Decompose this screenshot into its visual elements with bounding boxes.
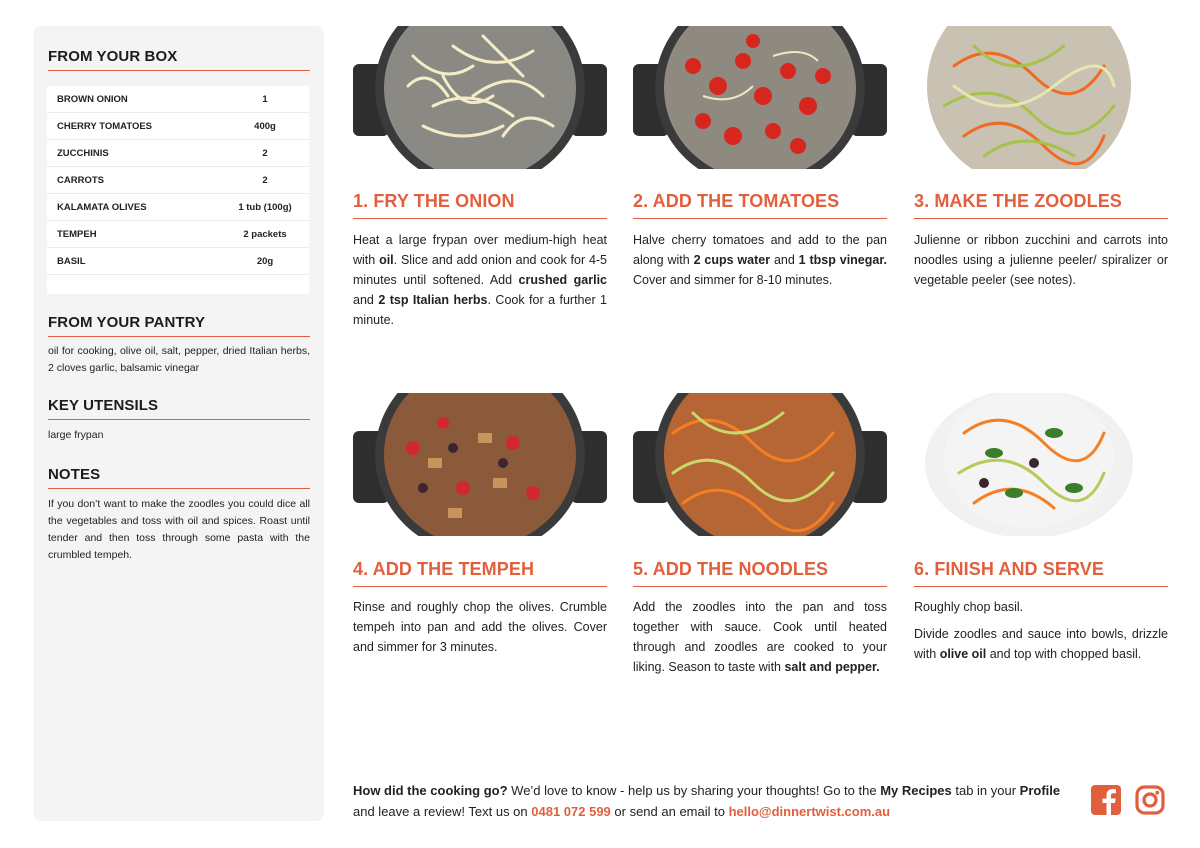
ingredient-row (47, 194, 309, 221)
pantry-heading: FROM YOUR PANTRY (48, 314, 310, 337)
step-5-text (633, 597, 887, 684)
pan-tempeh-photo (353, 393, 607, 536)
zoodles-photo (914, 26, 1168, 169)
notes-heading: NOTES (48, 466, 310, 489)
step-paragraph: Roughly chop basil. (914, 600, 1024, 614)
contact-link[interactable]: 0481 072 599 (531, 804, 611, 819)
box-heading: FROM YOUR BOX (48, 48, 310, 71)
ingredient-name: TEMPEH (57, 228, 97, 240)
step-6-text (914, 597, 1168, 671)
ingredient-name: ZUCCHINIS (57, 147, 109, 159)
ingredient-row (47, 167, 309, 194)
ingredient-quantity: 2 packets (243, 228, 287, 240)
ingredient-name: CARROTS (57, 174, 104, 186)
utensils-text: large frypan (48, 429, 104, 441)
ingredient-row (47, 140, 309, 167)
feedback-footer: How did the cooking go? We’d love to know - help us by sharing your thoughts! Go to the My Recipes tab in your Profile and leave a review! Text us on 0481 072 599 or send an email to hello@dinnertwist.com.au (353, 783, 1061, 819)
contact-link[interactable]: hello@dinnertwist.com.au (728, 804, 891, 819)
step-1-title: 1. FRY THE ONION (353, 191, 607, 219)
ingredient-quantity: 400g (254, 120, 276, 132)
box-ingredients-table (47, 86, 309, 294)
pantry-text: oil for cooking, olive oil, salt, pepper, dried Italian herbs, 2 cloves garlic, balsamic vinegar (48, 345, 310, 374)
step-paragraph: Julienne or ribbon zucchini and carrots into noodles using a julienne peeler/ spiralizer or vegetable peeler (see notes). (914, 233, 1168, 287)
step-5-title: 5. ADD THE NOODLES (633, 559, 887, 587)
ingredient-name: BROWN ONION (57, 93, 128, 105)
step-2-text (633, 230, 887, 297)
ingredient-quantity: 2 (262, 147, 268, 159)
step-3-text (914, 230, 1168, 297)
step-paragraph: Divide zoodles and sauce into bowls, drizzle with olive oil and top with chopped basil. (914, 627, 1168, 661)
plated-dish-photo (914, 393, 1168, 536)
ingredient-row (47, 86, 309, 113)
ingredient-name: CHERRY TOMATOES (57, 120, 153, 132)
step-paragraph: Rinse and roughly chop the olives. Crumble tempeh into pan and add the olives. Cover and simmer for 3 minutes. (353, 600, 607, 654)
pan-tomatoes-photo (633, 26, 887, 169)
step-1-text (353, 230, 607, 337)
step-2-title: 2. ADD THE TOMATOES (633, 191, 887, 219)
step-6-title: 6. FINISH AND SERVE (914, 559, 1168, 587)
step-4-text (353, 597, 607, 664)
ingredient-quantity: 1 (262, 93, 268, 105)
notes-text: If you don’t want to make the zoodles you could dice all the vegetables and toss with oil and spices. Roast until tender and then toss through some pasta with the crumbled tempeh. (48, 498, 310, 561)
step-paragraph: Heat a large frypan over medium-high heat with oil. Slice and add onion and cook for 4-5 minutes until softened. Add crushed garlic and 2 tsp Italian herbs. Cook for a further 1 minute. (353, 233, 608, 327)
ingredient-quantity: 1 tub (100g) (238, 201, 292, 213)
ingredient-name: KALAMATA OLIVES (57, 201, 147, 213)
ingredient-quantity: 2 (262, 174, 268, 186)
ingredient-row (47, 248, 309, 275)
step-3-title: 3. MAKE THE ZOODLES (914, 191, 1168, 219)
ingredient-quantity: 20g (256, 255, 274, 267)
pan-noodles-photo (633, 393, 887, 536)
utensils-heading: KEY UTENSILS (48, 397, 310, 420)
ingredient-name: BASIL (57, 255, 86, 267)
step-paragraph: Halve cherry tomatoes and add to the pan along with 2 cups water and 1 tbsp vinegar. Cover and simmer for 8-10 minutes. (633, 233, 887, 287)
step-paragraph: Add the zoodles into the pan and toss together with sauce. Cook until heated through and zoodles are cooked to your liking. Season to taste with salt and pepper. (633, 600, 887, 674)
pan-onion-photo (353, 26, 607, 169)
ingredients-sidebar (33, 26, 324, 821)
ingredient-row (47, 221, 309, 248)
facebook-icon[interactable] (1090, 784, 1122, 816)
instagram-icon[interactable] (1134, 784, 1166, 816)
ingredient-row (47, 113, 309, 140)
step-4-title: 4. ADD THE TEMPEH (353, 559, 607, 587)
